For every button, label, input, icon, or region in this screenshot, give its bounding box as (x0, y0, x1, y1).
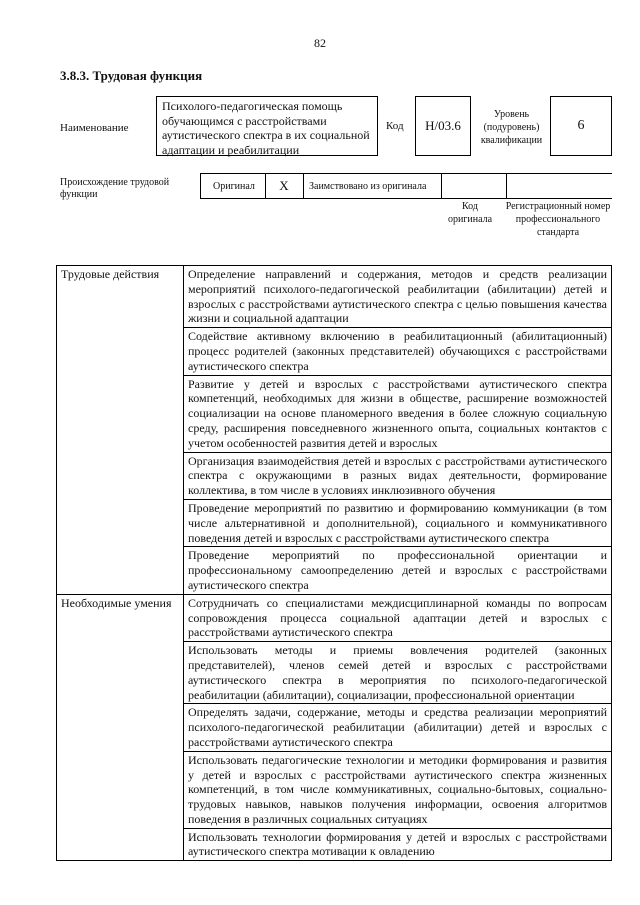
skill-item: Использовать педагогические технологии и методики формирования и развития у детей и взрослых с расстройствами аутистического спектра жизненных компетенций, в том числе коммуникативных, социально-бытовых, социально-трудовых навыков, навыков получения информации, освоения алгоритмов поведения в различных социальных ситуациях (184, 751, 612, 828)
section-title: 3.8.3. Трудовая функция (60, 68, 203, 83)
action-item: Проведение мероприятий по развитию и формированию коммуникации (в том числе альтернативной и дополнительной), социального и коммуникативного поведения детей и взрослых с расстройствами аутистического спектра (184, 499, 612, 546)
origin-row (200, 173, 612, 199)
action-item: Определение направлений и содержания, методов и средств реализации мероприятий психолого-педагогической реабилитации (абилитации) детей и взрослых с расстройствами аутистического спектра с целью повышения качества жизни и социальной адаптации (184, 266, 612, 328)
action-item: Содействие активному включению в реабилитационный (абилитационный) процесс родителей (законных представителей) обучающихся с расстройствами аутистического спектра (184, 328, 612, 375)
skill-item: Сотрудничать со специалистами междисциплинарной команды по вопросам сопровождения процесса социальной адаптации детей и взрослых с расстройствами аутистического спектра (184, 594, 612, 641)
function-table (56, 265, 612, 861)
table-row (57, 594, 612, 641)
skill-item: Определять задачи, содержание, методы и средства реализации мероприятий психолого-педагогической реабилитации (абилитации) детей и взрослых с расстройствами аутистического спектра (184, 704, 612, 751)
level-label: Уровень (подуровень) квалификации (480, 109, 543, 146)
original-mark: X (279, 178, 289, 193)
skills-category: Необходимые умения (57, 594, 184, 861)
table-row (57, 266, 612, 328)
divider (506, 174, 507, 198)
level-value-box: 6 (550, 96, 612, 156)
original-label: Оригинал (213, 180, 255, 192)
skill-item: Использовать методы и приемы вовлечения родителей (законных представителей), членов семей детей и взрослых с расстройствами аутистического спектра в мероприятия по психолого-педагогической реабилитации (абилитации), социализации, профессиональной ориентации (184, 642, 612, 704)
page-number: 82 (314, 36, 326, 50)
action-item: Проведение мероприятий по профессиональной ориентации и профессиональному самоопределению детей и взрослых с расстройствами аутистического спектра (184, 547, 612, 594)
divider (303, 174, 304, 198)
code-label: Код (386, 120, 404, 132)
code-original-label: Код оригинала (447, 201, 493, 225)
reg-number-label: Регистрационный номер профессионального стандарта (505, 201, 611, 238)
origin-label: Происхождение трудовой функции (60, 177, 170, 200)
actions-category: Трудовые действия (57, 266, 184, 595)
code-value-box: Н/03.6 (415, 96, 471, 156)
skill-item: Использовать технологии формирования у детей и взрослых с расстройствами аутистического спектра мотивации к овладению (184, 828, 612, 861)
action-item: Развитие у детей и взрослых с расстройствами аутистического спектра компетенций, необходимых для жизни в обществе, расширение возможностей социализации на основе планомерного введения в более сложную социальную среду, расширения повседневного жизненного опыта, социальных контактов с учетом особенностей развития детей и взрослых (184, 375, 612, 452)
divider (441, 174, 442, 198)
name-value-box: Психолого-педагогическая помощь обучающимся с расстройствами аутистического спектра в их социальной адаптации и реабилитации (156, 96, 378, 156)
name-label: Наименование (60, 122, 129, 134)
borrowed-label: Заимствовано из оригинала (309, 180, 427, 192)
action-item: Организация взаимодействия детей и взрослых с расстройствами аутистического спектра с окружающими в разных видах деятельности, формирование коллектива, в том числе в условиях инклюзивного обучения (184, 452, 612, 499)
